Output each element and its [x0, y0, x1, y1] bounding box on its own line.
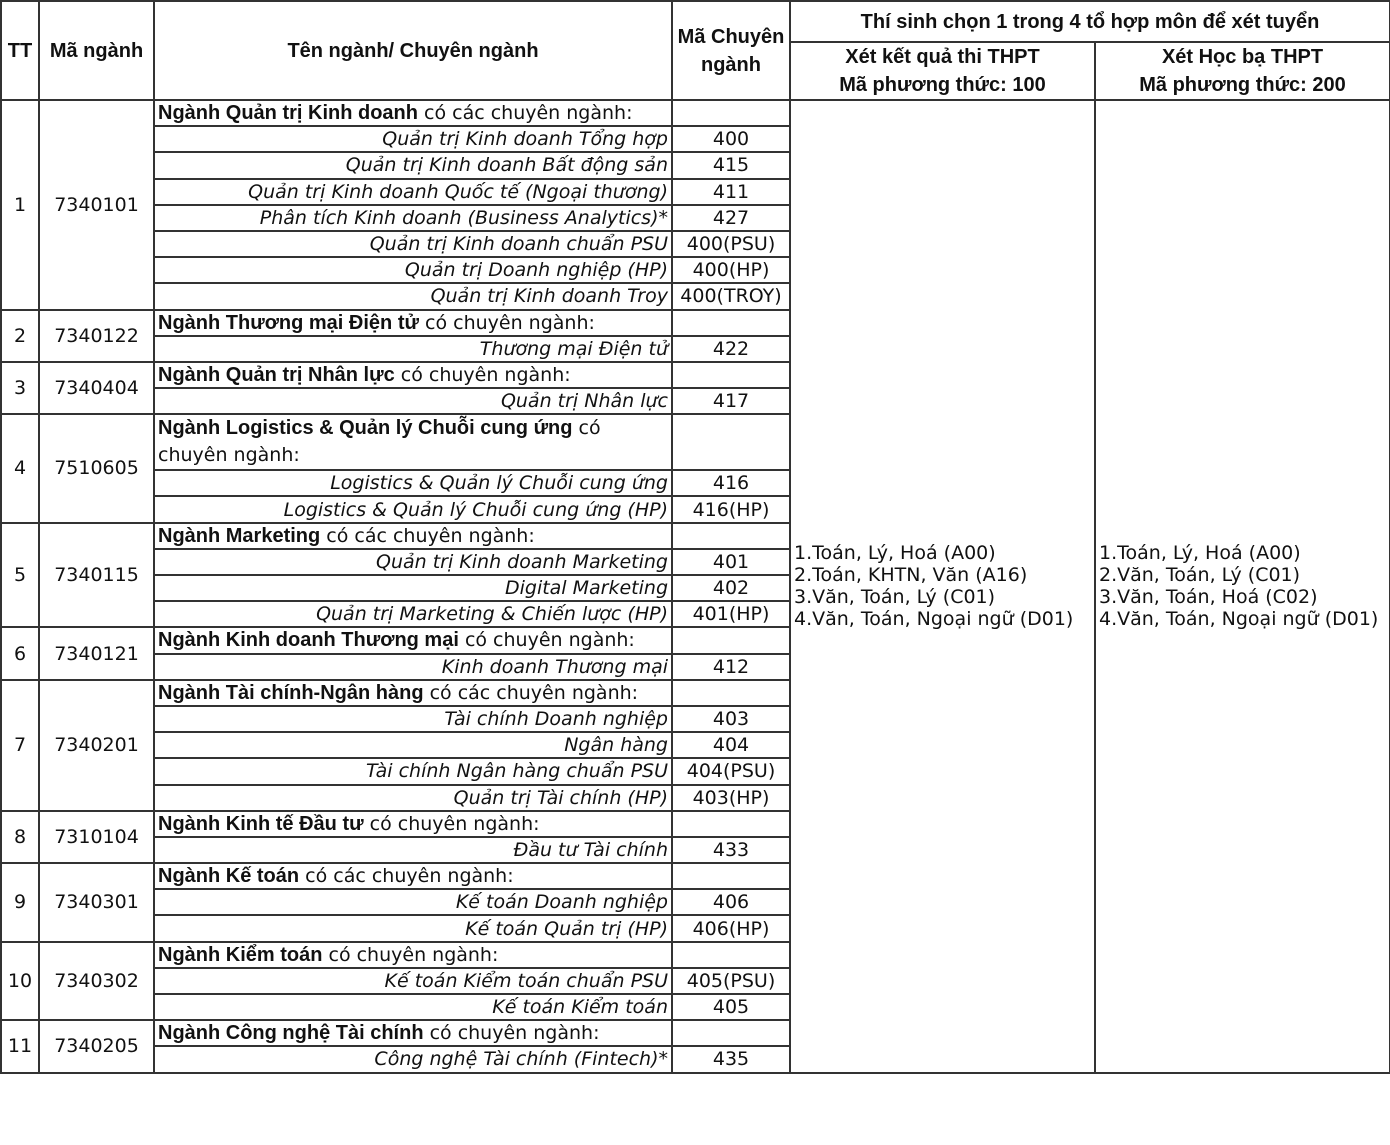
major-name-bold: Ngành Kế toán [158, 865, 300, 888]
major-tt: 8 [1, 811, 39, 863]
header-ma-chuyen-nganh [672, 1, 790, 100]
specialization-code: 400(TROY) [672, 283, 790, 309]
header-ten-nganh: Tên ngành/ Chuyên ngành [154, 1, 672, 100]
specialization-name: Kế toán Kiểm toán chuẩn PSU [154, 968, 672, 994]
major-tt: 6 [1, 627, 39, 679]
major-code: 7340201 [39, 680, 154, 811]
specialization-code: 400(PSU) [672, 231, 790, 257]
major-spec-code-empty [672, 863, 790, 889]
major-tt: 1 [1, 100, 39, 310]
major-tt: 5 [1, 523, 39, 628]
major-name-bold: Ngành Công nghệ Tài chính [158, 1022, 424, 1045]
specialization-code: 416 [672, 470, 790, 496]
specialization-name: Kinh doanh Thương mại [154, 654, 672, 680]
combo-item: 3.Văn, Toán, Hoá (C02) [1099, 586, 1318, 609]
combo-item: 4.Văn, Toán, Ngoại ngữ (D01) [794, 608, 1074, 631]
header-ma-chuyen-nganh-text: Mã Chuyên ngành [677, 25, 785, 76]
specialization-name: Quản trị Kinh doanh Bất động sản [154, 152, 672, 178]
specialization-name: Ngân hàng [154, 732, 672, 758]
method-200-title: Xét Học bạ THPT [1161, 46, 1324, 68]
major-tt: 3 [1, 362, 39, 414]
major-name-bold: Ngành Tài chính-Ngân hàng [158, 681, 424, 704]
major-name-rest: có chuyên ngành: [418, 311, 595, 334]
major-code: 7340205 [39, 1020, 154, 1072]
major-tt: 11 [1, 1020, 39, 1072]
major-name [154, 414, 672, 470]
combo-item: 1.Toán, Lý, Hoá (A00) [1099, 542, 1301, 565]
specialization-name: Kế toán Quản trị (HP) [154, 915, 672, 941]
specialization-name: Quản trị Kinh doanh Quốc tế (Ngoại thương) [154, 179, 672, 205]
specialization-name: Tài chính Doanh nghiệp [154, 706, 672, 732]
major-spec-code-empty [672, 942, 790, 968]
specialization-name: Quản trị Marketing & Chiến lược (HP) [154, 601, 672, 627]
major-name [154, 627, 672, 653]
specialization-name: Phân tích Kinh doanh (Business Analytics)* [154, 205, 672, 231]
specialization-name: Quản trị Kinh doanh Tổng hợp [154, 126, 672, 152]
specialization-name: Quản trị Nhân lực [154, 388, 672, 414]
combo-item: 1.Toán, Lý, Hoá (A00) [794, 542, 996, 565]
specialization-code: 406(HP) [672, 915, 790, 941]
specialization-name: Quản trị Kinh doanh Marketing [154, 549, 672, 575]
major-code: 7340101 [39, 100, 154, 310]
specialization-code: 405 [672, 994, 790, 1020]
specialization-code: 427 [672, 205, 790, 231]
specialization-code: 404(PSU) [672, 758, 790, 784]
specialization-name: Đầu tư Tài chính [154, 837, 672, 863]
header-tt: TT [1, 1, 39, 100]
major-code: 7310104 [39, 811, 154, 863]
specialization-code: 400 [672, 126, 790, 152]
specialization-code: 402 [672, 575, 790, 601]
combo-item: 2.Văn, Toán, Lý (C01) [1099, 564, 1301, 587]
method-100-code: Mã phương thức: 100 [839, 74, 1046, 96]
major-spec-code-empty [672, 811, 790, 837]
specialization-code: 403 [672, 706, 790, 732]
specialization-name: Thương mại Điện tử [154, 336, 672, 362]
specialization-name: Quản trị Tài chính (HP) [154, 785, 672, 811]
major-name-bold: Ngành Kinh doanh Thương mại [158, 629, 459, 652]
specialization-name: Kế toán Doanh nghiệp [154, 889, 672, 915]
header-ma-nganh: Mã ngành [39, 1, 154, 100]
major-tt: 9 [1, 863, 39, 942]
specialization-code: 403(HP) [672, 785, 790, 811]
major-tt: 4 [1, 414, 39, 522]
specialization-name: Kế toán Kiểm toán [154, 994, 672, 1020]
specialization-name: Quản trị Kinh doanh chuẩn PSU [154, 231, 672, 257]
major-row [1, 100, 1390, 126]
major-code: 7340122 [39, 310, 154, 362]
specialization-code: 416(HP) [672, 496, 790, 522]
specialization-code: 433 [672, 837, 790, 863]
major-name-bold: Ngành Quản trị Nhân lực [158, 363, 395, 386]
major-code: 7340302 [39, 942, 154, 1021]
major-name-rest: có chuyên ngành: [158, 417, 601, 467]
major-name [154, 523, 672, 549]
major-name [154, 100, 672, 126]
major-code: 7510605 [39, 414, 154, 522]
major-name-rest: có các chuyên ngành: [423, 681, 639, 704]
major-name-bold: Ngành Quản trị Kinh doanh [158, 102, 418, 125]
major-name-bold: Ngành Marketing [158, 524, 321, 547]
specialization-code: 422 [672, 336, 790, 362]
major-name [154, 680, 672, 706]
specialization-name: Quản trị Kinh doanh Troy [154, 283, 672, 309]
major-name-rest: có chuyên ngành: [458, 629, 635, 652]
major-name-rest: có chuyên ngành: [394, 363, 571, 386]
major-code: 7340115 [39, 523, 154, 628]
specialization-code: 415 [672, 152, 790, 178]
major-spec-code-empty [672, 414, 790, 470]
major-name-rest: có chuyên ngành: [423, 1022, 600, 1045]
major-name [154, 362, 672, 388]
major-name-bold: Ngành Kiểm toán [158, 943, 323, 966]
specialization-name: Quản trị Doanh nghiệp (HP) [154, 257, 672, 283]
major-name-bold: Ngành Kinh tế Đầu tư [158, 812, 364, 835]
specialization-code: 405(PSU) [672, 968, 790, 994]
header-method-200 [1095, 42, 1390, 100]
specialization-name: Tài chính Ngân hàng chuẩn PSU [154, 758, 672, 784]
combo-item: 4.Văn, Toán, Ngoại ngữ (D01) [1099, 608, 1379, 631]
major-spec-code-empty [672, 680, 790, 706]
specialization-name: Công nghệ Tài chính (Fintech)* [154, 1046, 672, 1072]
combos-method-200 [1095, 100, 1390, 1073]
combo-item: 3.Văn, Toán, Lý (C01) [794, 586, 996, 609]
specialization-code: 406 [672, 889, 790, 915]
header-method-100 [790, 42, 1095, 100]
major-code: 7340121 [39, 627, 154, 679]
table-body [1, 100, 1390, 1073]
combos-method-100 [790, 100, 1095, 1073]
specialization-code: 401 [672, 549, 790, 575]
specialization-code: 404 [672, 732, 790, 758]
specialization-name: Logistics & Quản lý Chuỗi cung ứng [154, 470, 672, 496]
method-100-title: Xét kết quả thi THPT [845, 46, 1040, 68]
specialization-code: 435 [672, 1046, 790, 1072]
major-spec-code-empty [672, 627, 790, 653]
major-name-rest: có các chuyên ngành: [320, 524, 535, 547]
major-name-rest: có chuyên ngành: [363, 812, 540, 835]
major-code: 7340404 [39, 362, 154, 414]
combo-item: 2.Toán, KHTN, Văn (A16) [794, 564, 1028, 587]
major-name-rest: có chuyên ngành: [322, 943, 499, 966]
major-name [154, 310, 672, 336]
major-code: 7340301 [39, 863, 154, 942]
specialization-code: 400(HP) [672, 257, 790, 283]
header-to-hop: Thí sinh chọn 1 trong 4 tổ hợp môn để xét tuyển [790, 1, 1390, 42]
major-spec-code-empty [672, 523, 790, 549]
specialization-name: Digital Marketing [154, 575, 672, 601]
major-tt: 2 [1, 310, 39, 362]
major-spec-code-empty [672, 100, 790, 126]
major-name [154, 1020, 672, 1046]
major-spec-code-empty [672, 362, 790, 388]
major-name [154, 811, 672, 837]
major-name [154, 863, 672, 889]
specialization-name: Logistics & Quản lý Chuỗi cung ứng (HP) [154, 496, 672, 522]
specialization-code: 411 [672, 179, 790, 205]
method-200-code: Mã phương thức: 200 [1139, 74, 1346, 96]
major-name-rest: có các chuyên ngành: [299, 865, 514, 888]
specialization-code: 412 [672, 654, 790, 680]
major-spec-code-empty [672, 310, 790, 336]
major-tt: 7 [1, 680, 39, 811]
specialization-code: 417 [672, 388, 790, 414]
major-spec-code-empty [672, 1020, 790, 1046]
specialization-code: 401(HP) [672, 601, 790, 627]
major-tt: 10 [1, 942, 39, 1021]
major-name-bold: Ngành Thương mại Điện tử [158, 311, 419, 334]
major-name-bold: Ngành Logistics & Quản lý Chuỗi cung ứng [158, 417, 573, 440]
major-name [154, 942, 672, 968]
major-name-rest: có các chuyên ngành: [417, 102, 633, 125]
